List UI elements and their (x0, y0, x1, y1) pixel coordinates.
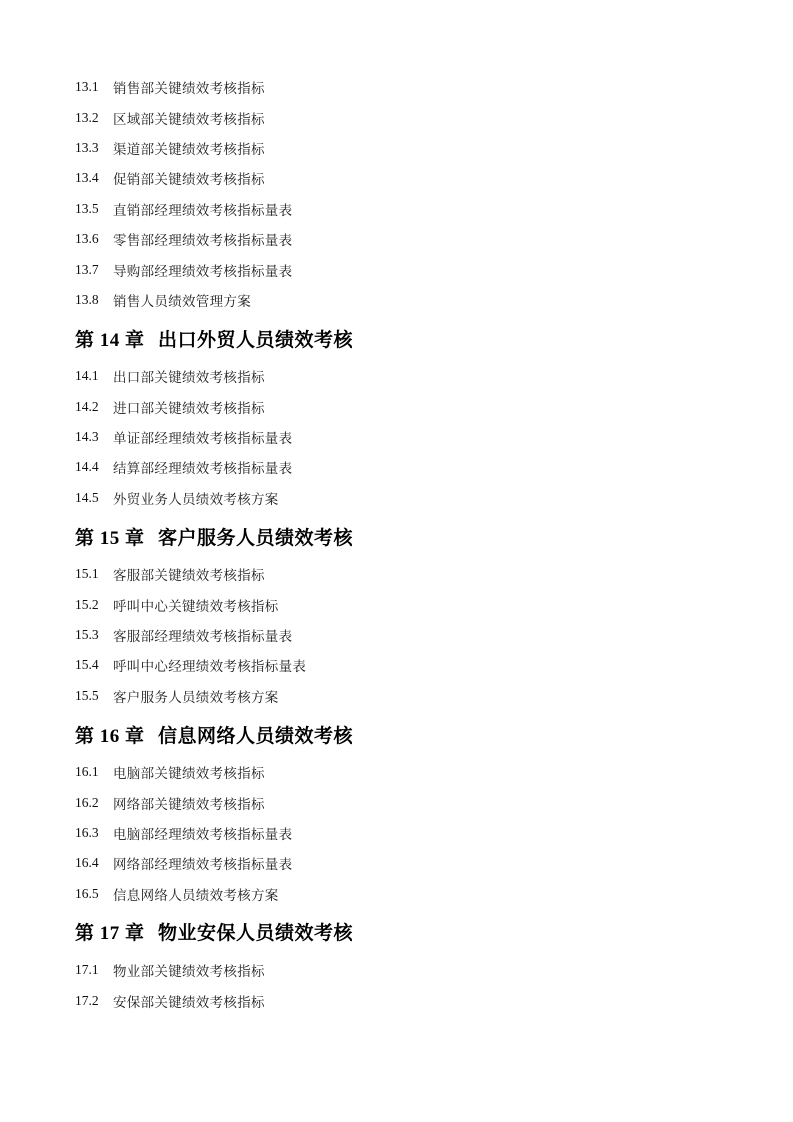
toc-item-title: 零售部经理绩效考核指标量表 (113, 233, 293, 249)
toc-item-title: 渠道部关键绩效考核指标 (113, 141, 265, 157)
toc-item-number: 13.8 (75, 291, 99, 307)
toc-item (75, 163, 753, 193)
toc-item-number: 15.1 (75, 566, 99, 582)
chapter-heading (75, 711, 753, 757)
toc-item (75, 483, 753, 513)
toc-item (75, 681, 753, 711)
toc-item-number: 13.4 (75, 170, 99, 186)
toc-item-number: 16.3 (75, 825, 99, 840)
toc-item-number: 16.4 (75, 855, 99, 871)
toc-item-number: 17.2 (75, 992, 99, 1008)
chapter-heading (75, 909, 753, 955)
toc-item-title: 区域部关键绩效考核指标 (113, 111, 265, 127)
toc-item (75, 955, 753, 985)
chapter-number-label: 第 15 章 (75, 527, 145, 549)
toc-item-title: 客户服务人员绩效考核方案 (113, 689, 279, 705)
toc-item-number: 13.2 (75, 109, 99, 125)
toc-item (75, 285, 753, 315)
toc-item-title: 电脑部关键绩效考核指标 (113, 766, 265, 782)
toc-item-title: 信息网络人员绩效考核方案 (113, 887, 279, 903)
toc-item (75, 650, 753, 680)
toc-item-title: 外贸业务人员绩效考核方案 (113, 491, 279, 507)
toc-item-title: 网络部经理绩效考核指标量表 (113, 857, 293, 873)
toc-item-number: 17.1 (75, 962, 99, 978)
toc-item (75, 361, 753, 391)
chapter-title: 信息网络人员绩效考核 (158, 725, 354, 747)
chapter-title: 客户服务人员绩效考核 (158, 527, 354, 549)
toc-section (75, 909, 753, 1016)
toc-item-number: 13.5 (75, 200, 99, 216)
toc-item (75, 757, 753, 787)
toc-item-title: 进口部关键绩效考核指标 (113, 400, 265, 416)
toc-item-title: 导购部经理绩效考核指标量表 (113, 263, 293, 279)
toc-item-number: 13.7 (75, 261, 99, 277)
toc-item-title: 呼叫中心关键绩效考核指标 (113, 598, 279, 614)
toc-item-title: 出口部关键绩效考核指标 (113, 370, 265, 386)
toc-item-number: 14.4 (75, 459, 99, 475)
toc-item (75, 818, 753, 848)
chapter-number-label: 第 17 章 (75, 923, 145, 945)
toc-item (75, 422, 753, 452)
toc-item-number: 15.5 (75, 687, 99, 703)
toc-item-title: 销售人员绩效管理方案 (113, 293, 251, 309)
toc-item-title: 客服部关键绩效考核指标 (113, 568, 265, 584)
toc-section (75, 315, 753, 513)
toc-item-title: 物业部关键绩效考核指标 (113, 964, 265, 980)
chapter-heading (75, 513, 753, 559)
toc-item-title: 客服部经理绩效考核指标量表 (113, 629, 293, 645)
toc-item-title: 呼叫中心经理绩效考核指标量表 (113, 659, 307, 675)
toc-item (75, 848, 753, 878)
toc-item-number: 13.1 (75, 79, 99, 95)
toc-item (75, 559, 753, 589)
toc-item-number: 13.6 (75, 231, 99, 247)
chapter-heading (75, 315, 753, 361)
chapter-title: 出口外贸人员绩效考核 (158, 329, 354, 351)
toc-item (75, 102, 753, 132)
toc-item-number: 15.4 (75, 657, 99, 673)
toc-item (75, 589, 753, 619)
toc-item (75, 194, 753, 224)
toc-item-number: 16.1 (75, 764, 99, 780)
toc-item (75, 787, 753, 817)
toc-item-title: 促销部关键绩效考核指标 (113, 172, 265, 188)
toc-item (75, 133, 753, 163)
toc-item-title: 单证部经理绩效考核指标量表 (113, 431, 293, 447)
toc-item (75, 392, 753, 422)
toc-section (75, 72, 753, 315)
toc-item-title: 直销部经理绩效考核指标量表 (113, 202, 293, 218)
toc-item-title: 电脑部经理绩效考核指标量表 (113, 827, 293, 842)
toc-section (75, 711, 753, 909)
toc-item-title: 网络部关键绩效考核指标 (113, 796, 265, 812)
toc-item-title: 安保部关键绩效考核指标 (113, 994, 265, 1010)
toc-item-number: 14.3 (75, 429, 99, 445)
toc-item-title: 结算部经理绩效考核指标量表 (113, 461, 293, 477)
toc-item (75, 879, 753, 909)
toc-section (75, 513, 753, 711)
toc-item-number: 16.2 (75, 794, 99, 810)
toc-item-number: 16.5 (75, 885, 99, 901)
toc-item (75, 620, 753, 650)
toc-item-title: 销售部关键绩效考核指标 (113, 81, 265, 97)
chapter-title: 物业安保人员绩效考核 (158, 923, 354, 945)
toc-item (75, 254, 753, 284)
toc-item (75, 452, 753, 482)
toc-item-number: 14.2 (75, 398, 99, 414)
toc-item-number: 14.5 (75, 489, 99, 505)
toc-item-number: 14.1 (75, 368, 99, 384)
toc-item (75, 72, 753, 102)
toc-item-number: 15.2 (75, 596, 99, 612)
toc-item (75, 224, 753, 254)
toc-item-number: 13.3 (75, 139, 99, 155)
toc-item-number: 15.3 (75, 627, 99, 643)
chapter-number-label: 第 16 章 (75, 725, 145, 747)
chapter-number-label: 第 14 章 (75, 329, 145, 351)
toc-item (75, 985, 753, 1015)
